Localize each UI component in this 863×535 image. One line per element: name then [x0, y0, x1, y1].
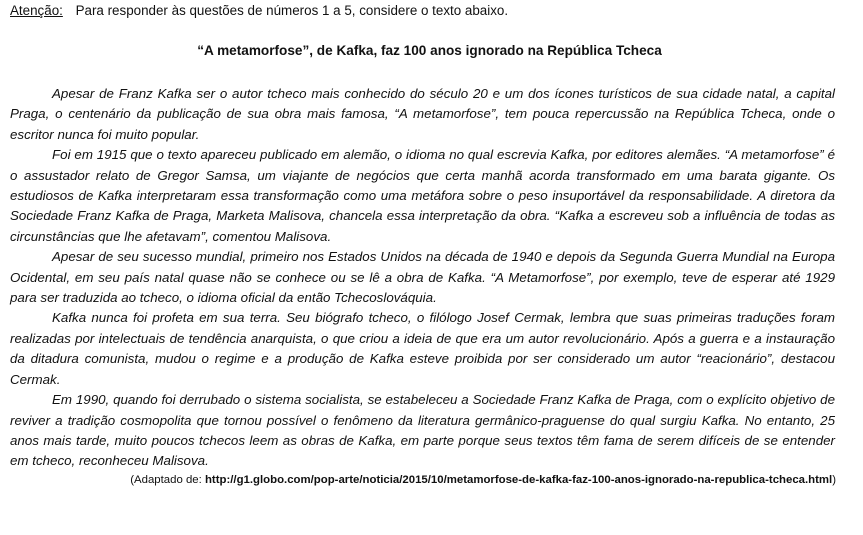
- attention-notice: [10, 2, 839, 20]
- article-paragraph-1: Apesar de Franz Kafka ser o autor tcheco mais conhecido do século 20 e um dos ícones turísticos de sua cidade natal, a capital Praga, o centenário da publicação de sua obra mais famosa, “A metamorfose”, tem pouca repercussão na República Tcheca, onde o escritor nunca foi muito popular.: [10, 86, 835, 142]
- article-paragraph-2: Foi em 1915 que o texto apareceu publicado em alemão, o idioma no qual escrevia Kafka, por editores alemães. “A metamorfose” é o assustador relato de Gregor Samsa, um viajante de negócios que certa manhã acorda transformado em uma barata gigante. Os estudiosos de Kafka interpretaram essa transformação como uma metáfora sobre o peso insuportável da responsabilidade. A diretora da Sociedade Franz Kafka de Praga, Marketa Malisova, chancela essa interpretação da obra. “Kafka a escreveu sob a influência de todas as circunstâncias que lhe afetavam”, comentou Malisova.: [10, 147, 835, 244]
- article-body: [10, 84, 839, 472]
- article-paragraph-5: Em 1990, quando foi derrubado o sistema socialista, se estabeleceu a Sociedade Franz Kafka de Praga, com o explícito objetivo de reviver a tradição cosmopolita que tornou possível o fenômeno da literatura germânico-praguense do qual surgiu Kafka. No entanto, 25 anos mais tarde, muito poucos tchecos leem as obras de Kafka, em parte porque seus textos têm fama de serem difíceis de se entender em tcheco, reconheceu Malisova.: [10, 392, 835, 469]
- attention-label: Atenção:: [10, 3, 63, 18]
- source-suffix: ): [832, 473, 836, 486]
- source-prefix: (Adaptado de:: [130, 473, 205, 486]
- article-title: “A metamorfose”, de Kafka, faz 100 anos ignorado na República Tcheca: [197, 43, 662, 58]
- source-url: http://g1.globo.com/pop-arte/noticia/2015/10/metamorfose-de-kafka-faz-100-anos-ignorado-na-republica-tcheca.html: [204, 473, 833, 486]
- attention-text: Para responder às questões de números 1 a 5, considere o texto abaixo.: [75, 3, 509, 18]
- article-paragraph-3: Apesar de seu sucesso mundial, primeiro nos Estados Unidos na década de 1940 e depois da Segunda Guerra Mundial na Europa Ocidental, em seu país natal quase não se conhece ou se lê a obra de Kafka. “A Metamorfose”, por exemplo, teve de esperar até 1929 para ser traduzida ao tcheco, o idioma oficial da então Tchecoslováquia.: [10, 249, 835, 306]
- article-paragraph-4: Kafka nunca foi profeta em sua terra. Seu biógrafo tcheco, o filólogo Josef Cermak, lembra que suas primeiras traduções foram realizadas por intelectuais de tendência anarquista, o que criou a ideia de que era um autor revolucionário. Após a guerra e a instauração da ditadura comunista, mudou o regime e a produção de Kafka esteve proibida por ser considerado um autor “reacionário”, destacou Cermak.: [10, 310, 835, 387]
- source-citation: [10, 472, 839, 488]
